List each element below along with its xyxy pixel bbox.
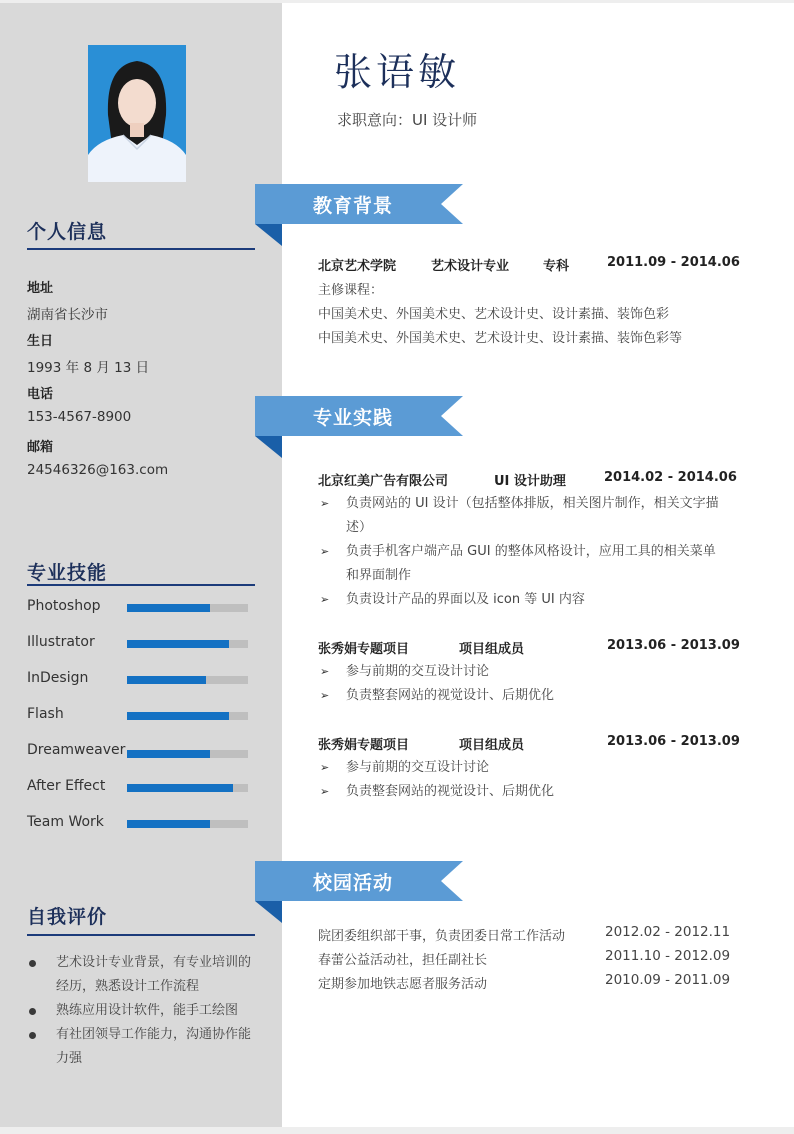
job-duty-line: 述） bbox=[346, 520, 373, 535]
job-duty-line: 和界面制作 bbox=[346, 568, 412, 583]
skill-bar bbox=[127, 784, 248, 792]
email-label: 邮箱 bbox=[27, 440, 54, 455]
self-eval-line: 力强 bbox=[56, 1051, 83, 1066]
edu-school: 北京艺术学院 bbox=[318, 259, 397, 274]
skill-bar bbox=[127, 750, 248, 758]
arrow-bullet-icon: ➢ bbox=[320, 785, 330, 798]
job-duty bbox=[318, 684, 758, 708]
skills-heading: 专业技能 bbox=[27, 562, 108, 584]
practice-banner bbox=[255, 396, 463, 436]
skill-bar bbox=[127, 640, 248, 648]
self-eval-item bbox=[27, 951, 279, 999]
job-duty bbox=[318, 540, 758, 588]
job-duty-line: 负责整套网站的视觉设计、后期优化 bbox=[346, 688, 555, 703]
skill-name: After Effect bbox=[27, 778, 106, 794]
arrow-bullet-icon: ➢ bbox=[320, 665, 330, 678]
arrow-bullet-icon: ➢ bbox=[320, 545, 330, 558]
skill-name: Dreamweaver bbox=[27, 742, 126, 758]
phone-value: 153-4567-8900 bbox=[27, 409, 132, 425]
job-duty bbox=[318, 588, 758, 612]
skill-name: Team Work bbox=[27, 814, 104, 830]
skill-bar-fill bbox=[127, 784, 233, 792]
job-period: 2013.06 - 2013.09 bbox=[607, 638, 740, 653]
skill-bar bbox=[127, 820, 248, 828]
campus-activity: 春蕾公益活动社，担任副社长 bbox=[318, 953, 488, 968]
self-eval-line: 熟练应用设计软件，能手工绘图 bbox=[56, 1003, 239, 1018]
job-duty bbox=[318, 660, 758, 684]
campus-period: 2012.02 - 2012.11 bbox=[605, 924, 731, 940]
job-duty-line: 负责网站的 UI 设计（包括整体排版，相关图片制作，相关文字描 bbox=[346, 496, 719, 511]
education-heading: 教育背景 bbox=[313, 195, 394, 217]
job-duty-line: 参与前期的交互设计讨论 bbox=[346, 664, 490, 679]
self-eval-line: 有社团领导工作能力，沟通协作能 bbox=[56, 1027, 252, 1042]
dot-bullet-icon bbox=[29, 960, 36, 967]
campus-activity: 定期参加地铁志愿者服务活动 bbox=[318, 977, 488, 992]
phone-label: 电话 bbox=[27, 387, 54, 402]
skill-bar bbox=[127, 604, 248, 612]
education-banner bbox=[255, 184, 463, 224]
skill-bar bbox=[127, 712, 248, 720]
profile-photo bbox=[88, 45, 186, 182]
job-role: 项目组成员 bbox=[459, 738, 525, 753]
skill-name: Flash bbox=[27, 706, 64, 722]
job-duty bbox=[318, 756, 758, 780]
job-org: 张秀娟专题项目 bbox=[318, 738, 410, 753]
dot-bullet-icon bbox=[29, 1032, 36, 1039]
skill-bar-fill bbox=[127, 640, 229, 648]
job-duty bbox=[318, 780, 758, 804]
job-duty-line: 负责整套网站的视觉设计、后期优化 bbox=[346, 784, 555, 799]
self-eval-line: 经历，熟悉设计工作流程 bbox=[56, 979, 200, 994]
skill-bar-fill bbox=[127, 712, 229, 720]
birthday-value: 1993 年 8 月 13 日 bbox=[27, 360, 150, 376]
job-role: UI 设计助理 bbox=[494, 474, 566, 489]
skill-bar-fill bbox=[127, 820, 210, 828]
job-intent: 求职意向：UI 设计师 bbox=[337, 111, 478, 129]
skill-bar bbox=[127, 676, 248, 684]
campus-period: 2010.09 - 2011.09 bbox=[605, 972, 731, 988]
self-eval-item bbox=[27, 999, 279, 1023]
campus-activity: 院团委组织部干事，负责团委日常工作活动 bbox=[318, 929, 566, 944]
personal-info-heading: 个人信息 bbox=[27, 221, 108, 243]
skills-rule bbox=[27, 584, 255, 586]
job-org: 北京红美广告有限公司 bbox=[318, 474, 449, 489]
job-duty-line: 负责设计产品的界面以及 icon 等 UI 内容 bbox=[346, 592, 585, 607]
edu-courses-label: 主修课程： bbox=[318, 283, 384, 298]
skill-name: InDesign bbox=[27, 670, 89, 686]
self-eval-heading: 自我评价 bbox=[27, 906, 108, 928]
job-duty-line: 负责手机客户端产品 GUI 的整体风格设计，应用工具的相关菜单 bbox=[346, 544, 716, 559]
job-period: 2013.06 - 2013.09 bbox=[607, 734, 740, 749]
address-value: 湖南省长沙市 bbox=[27, 307, 108, 323]
candidate-name: 张语敏 bbox=[334, 50, 461, 94]
campus-period: 2011.10 - 2012.09 bbox=[605, 948, 731, 964]
job-role: 项目组成员 bbox=[459, 642, 525, 657]
edu-major: 艺术设计专业 bbox=[431, 259, 510, 274]
email-value: 24546326@163.com bbox=[27, 462, 169, 478]
arrow-bullet-icon: ➢ bbox=[320, 689, 330, 702]
self-eval-rule bbox=[27, 934, 255, 936]
job-period: 2014.02 - 2014.06 bbox=[604, 470, 737, 485]
campus-banner bbox=[255, 861, 463, 901]
skill-name: Illustrator bbox=[27, 634, 95, 650]
skill-bar-fill bbox=[127, 676, 206, 684]
job-duty bbox=[318, 492, 758, 540]
edu-courses-line: 中国美术史、外国美术史、艺术设计史、设计素描、装饰色彩等 bbox=[318, 331, 683, 346]
arrow-bullet-icon: ➢ bbox=[320, 593, 330, 606]
edu-period: 2011.09 - 2014.06 bbox=[607, 255, 740, 270]
self-eval-line: 艺术设计专业背景，有专业培训的 bbox=[56, 955, 252, 970]
skill-name: Photoshop bbox=[27, 598, 101, 614]
arrow-bullet-icon: ➢ bbox=[320, 761, 330, 774]
practice-heading: 专业实践 bbox=[313, 407, 394, 429]
self-eval-item bbox=[27, 1023, 279, 1071]
dot-bullet-icon bbox=[29, 1008, 36, 1015]
sidebar bbox=[0, 3, 282, 1127]
campus-heading: 校园活动 bbox=[313, 872, 394, 894]
edu-degree: 专科 bbox=[543, 259, 570, 274]
skill-bar-fill bbox=[127, 604, 210, 612]
job-org: 张秀娟专题项目 bbox=[318, 642, 410, 657]
edu-courses-line: 中国美术史、外国美术史、艺术设计史、设计素描、装饰色彩 bbox=[318, 307, 670, 322]
address-label: 地址 bbox=[27, 281, 54, 296]
resume-page bbox=[0, 3, 794, 1127]
arrow-bullet-icon: ➢ bbox=[320, 497, 330, 510]
job-duty-line: 参与前期的交互设计讨论 bbox=[346, 760, 490, 775]
birthday-label: 生日 bbox=[27, 334, 54, 349]
personal-info-rule bbox=[27, 248, 255, 250]
skill-bar-fill bbox=[127, 750, 210, 758]
